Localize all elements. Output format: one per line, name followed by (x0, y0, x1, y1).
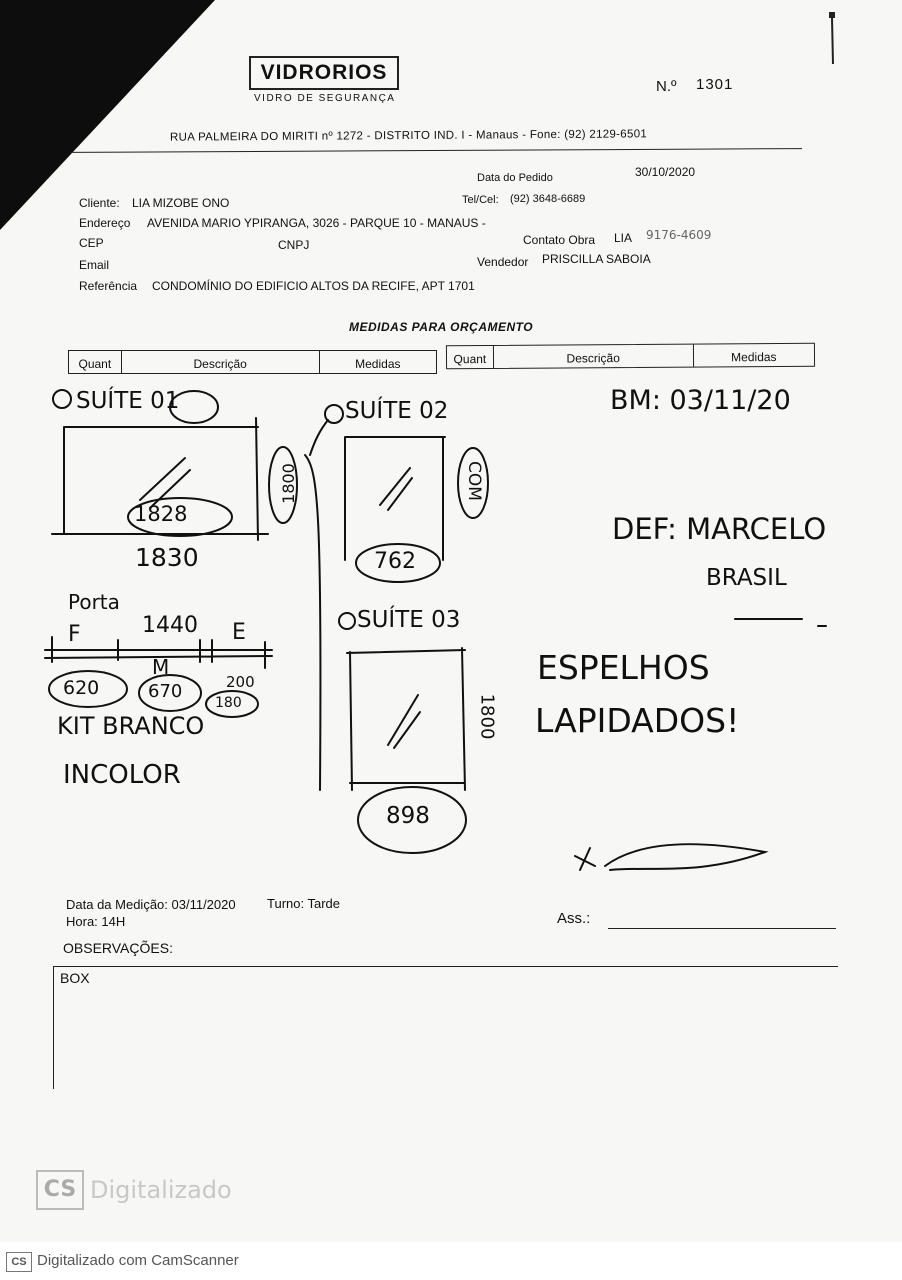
section-title: MEDIDAS PARA ORÇAMENTO (349, 320, 534, 334)
hw-620: 620 (63, 677, 100, 699)
col-quant: Quant (447, 346, 494, 368)
hw-m: M (152, 655, 170, 679)
company-tagline: VIDRO DE SEGURANÇA (254, 93, 396, 104)
contact-phone-handwritten: 9176-4609 (646, 228, 712, 242)
address-value: AVENIDA MARIO YPIRANGA, 3026 - PARQUE 10 - MANAUS - (147, 216, 486, 230)
col-medidas: Medidas (731, 349, 777, 364)
measure-date: Data da Medição: 03/11/2020 (66, 897, 236, 912)
observations-label: OBSERVAÇÕES: (63, 940, 173, 956)
hw-espelhos: ESPELHOS (537, 648, 710, 687)
hw-suite1-height: 1828 (134, 502, 188, 526)
observations-text: BOX (60, 970, 90, 986)
hw-def-name: BRASIL (706, 565, 787, 591)
hw-kit: KIT BRANCO (57, 712, 205, 740)
hw-670: 670 (148, 681, 183, 702)
signature-line (608, 928, 836, 929)
order-number-label: N.º (656, 78, 677, 95)
camscanner-footer-logo: CS (6, 1252, 32, 1272)
col-quant: Quant (69, 351, 122, 373)
phone-value: (92) 3648-6689 (510, 193, 586, 205)
company-address: RUA PALMEIRA DO MIRITI nº 1272 - DISTRITO IND. I - Manaus - Fone: (92) 2129-6501 (169, 128, 648, 144)
contact-label: Contato Obra (523, 233, 596, 247)
hw-suite3-width: 898 (386, 803, 430, 829)
reference-label: Referência (79, 279, 138, 293)
cep-label: CEP (79, 236, 104, 250)
hw-porta: Porta (68, 590, 120, 614)
measure-shift: Turno: Tarde (267, 896, 340, 911)
client-label: Cliente: (79, 196, 120, 210)
cnpj-label: CNPJ (278, 238, 310, 252)
order-number: 1301 (696, 76, 734, 93)
company-logo: VIDRORIOS (249, 56, 399, 90)
signature-label: Ass.: (557, 910, 591, 927)
observations-box (53, 966, 838, 1089)
hw-lapidados: LAPIDADOS! (535, 701, 740, 740)
hw-suite1-width: 1830 (135, 543, 199, 572)
email-label: Email (79, 258, 110, 272)
hw-suite1: SUÍTE 01 (76, 388, 180, 414)
measure-hour: Hora: 14H (66, 914, 126, 929)
camscanner-watermark: Digitalizado (90, 1176, 232, 1204)
col-descricao: Descrição (494, 345, 694, 368)
camscanner-footer-text: Digitalizado com CamScanner (37, 1252, 239, 1269)
hw-e: E (232, 620, 246, 645)
hw-def: DEF: MARCELO (612, 512, 827, 546)
address-label: Endereço (79, 216, 131, 230)
col-medidas: Medidas (355, 356, 401, 371)
order-date-label: Data do Pedido (477, 172, 553, 184)
order-date: 30/10/2020 (635, 165, 696, 179)
hw-180: 180 (215, 695, 242, 711)
hw-bm-date: BM: 03/11/20 (610, 385, 791, 416)
col-descricao: Descrição (122, 351, 320, 373)
hw-suite2: SUÍTE 02 (345, 398, 449, 424)
seller-name: PRISCILLA SABOIA (542, 252, 651, 266)
hw-1440: 1440 (142, 613, 198, 638)
hw-suite3-side: 1800 (476, 693, 498, 740)
hw-incolor: INCOLOR (63, 760, 181, 790)
hw-200: 200 (226, 673, 255, 691)
seller-label: Vendedor (477, 255, 529, 269)
camscanner-logo: CS (36, 1170, 84, 1210)
contact-name: LIA (614, 231, 633, 245)
hw-suite2-side: COM (463, 461, 484, 501)
client-name: LIA MIZOBE ONO (132, 196, 230, 210)
scanner-footer (0, 1242, 902, 1280)
hw-f: F (68, 622, 81, 647)
reference-value: CONDOMÍNIO DO EDIFICIO ALTOS DA RECIFE, APT 1701 (152, 279, 475, 293)
hw-suite1-side: 1800 (278, 463, 298, 504)
phone-label: Tel/Cel: (462, 194, 499, 206)
hw-suite2-width: 762 (374, 549, 416, 574)
hw-suite3: SUÍTE 03 (357, 607, 461, 633)
